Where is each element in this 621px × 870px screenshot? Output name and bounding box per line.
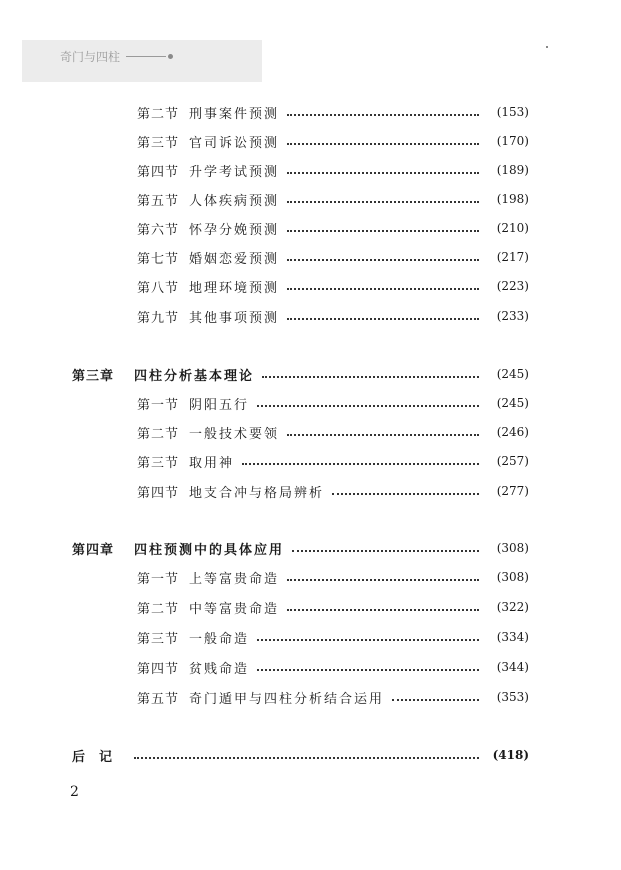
- section-title: 升学考试预测: [189, 164, 280, 180]
- section-title: 地理环境预测: [189, 280, 280, 296]
- section-title: 人体疾病预测: [189, 193, 280, 209]
- chapter-title: 四柱分析基本理论: [134, 368, 255, 384]
- toc-entry[interactable]: [137, 597, 529, 617]
- toc-entry[interactable]: [137, 627, 529, 647]
- page-number: (344): [496, 660, 529, 674]
- page-number: (233): [496, 309, 529, 323]
- section-number: 第五节: [137, 193, 180, 209]
- section-title: 贫贱命造: [189, 661, 250, 677]
- running-head-text: 奇门与四柱: [60, 50, 121, 64]
- dot-leader: [287, 259, 479, 261]
- section-number: 第一节: [137, 571, 180, 587]
- running-head-dot-icon: [168, 54, 173, 59]
- page-number: (418): [492, 748, 529, 762]
- page-number: (334): [496, 630, 529, 644]
- running-head: [60, 48, 173, 65]
- toc-entry[interactable]: [137, 687, 529, 707]
- section-title: 一般命造: [189, 631, 250, 647]
- toc-entry[interactable]: [137, 160, 529, 180]
- page-number: (170): [496, 134, 529, 148]
- chapter-number: 第三章: [72, 368, 115, 384]
- section-number: 第二节: [137, 601, 180, 617]
- dot-leader: [262, 376, 479, 378]
- page-number: (308): [496, 570, 529, 584]
- section-number: 第八节: [137, 280, 180, 296]
- section-title: 一般技术要领: [189, 426, 280, 442]
- dot-leader: [287, 288, 479, 290]
- page-number: (257): [496, 454, 529, 468]
- page-number: (353): [496, 690, 529, 704]
- toc-entry[interactable]: [137, 451, 529, 471]
- dot-leader: [287, 143, 479, 145]
- running-head-rule: [126, 56, 166, 57]
- section-title: 中等富贵命造: [189, 601, 280, 617]
- section-number: 第三节: [137, 135, 180, 151]
- page-number: (277): [496, 484, 529, 498]
- section-title: 婚姻恋爱预测: [189, 251, 280, 267]
- folio-page-number: 2: [70, 784, 79, 800]
- toc-entry[interactable]: [137, 131, 529, 151]
- section-number: 第四节: [137, 164, 180, 180]
- dot-leader: [287, 201, 479, 203]
- toc-entry[interactable]: [137, 102, 529, 122]
- section-title: 怀孕分娩预测: [189, 222, 280, 238]
- dot-leader: [134, 757, 479, 759]
- page-number: (210): [496, 221, 529, 235]
- page-number: (245): [496, 367, 529, 381]
- section-number: 第九节: [137, 310, 180, 326]
- dot-leader: [257, 405, 479, 407]
- page-number: (245): [496, 396, 529, 410]
- section-title: 取用神: [189, 455, 235, 471]
- section-number: 第三节: [137, 631, 180, 647]
- toc-entry[interactable]: [137, 247, 529, 267]
- section-number: 第二节: [137, 426, 180, 442]
- section-number: 第二节: [137, 106, 180, 122]
- chapter-title: 四柱预测中的具体应用: [134, 542, 285, 558]
- toc-entry[interactable]: [137, 189, 529, 209]
- toc-entry[interactable]: [137, 422, 529, 442]
- section-number: 第七节: [137, 251, 180, 267]
- section-number: 第四节: [137, 661, 180, 677]
- section-title: 官司诉讼预测: [189, 135, 280, 151]
- section-title: 地支合冲与格局辨析: [189, 485, 325, 501]
- chapter-number: 第四章: [72, 542, 115, 558]
- toc-chapter-entry[interactable]: [72, 538, 529, 558]
- section-number: 第六节: [137, 222, 180, 238]
- dot-leader: [287, 172, 479, 174]
- dot-leader: [287, 318, 479, 320]
- toc-entry[interactable]: [137, 276, 529, 296]
- dot-leader: [287, 609, 479, 611]
- dot-leader: [287, 434, 479, 436]
- corner-mark: [546, 46, 548, 48]
- dot-leader: [392, 699, 479, 701]
- toc-entry[interactable]: [137, 218, 529, 238]
- toc-chapter-entry[interactable]: [72, 364, 529, 384]
- section-title: 刑事案件预测: [189, 106, 280, 122]
- page-number: (217): [496, 250, 529, 264]
- section-title: 阴阳五行: [189, 397, 250, 413]
- page-number: (189): [496, 163, 529, 177]
- section-number: 第一节: [137, 397, 180, 413]
- dot-leader: [287, 579, 479, 581]
- section-number: 第四节: [137, 485, 180, 501]
- section-number: 第五节: [137, 691, 180, 707]
- dot-leader: [287, 230, 479, 232]
- section-number: 第三节: [137, 455, 180, 471]
- toc-entry[interactable]: [137, 306, 529, 326]
- toc-entry[interactable]: [137, 393, 529, 413]
- dot-leader: [292, 550, 479, 552]
- toc-entry[interactable]: [137, 567, 529, 587]
- section-title: 上等富贵命造: [189, 571, 280, 587]
- page-number: (246): [496, 425, 529, 439]
- section-title: 其他事项预测: [189, 310, 280, 326]
- dot-leader: [242, 463, 479, 465]
- dot-leader: [332, 493, 479, 495]
- dot-leader: [287, 114, 479, 116]
- afterword-title: 后记: [72, 749, 127, 765]
- page-number: (153): [496, 105, 529, 119]
- toc-afterword-entry[interactable]: [72, 745, 529, 765]
- page-number: (198): [496, 192, 529, 206]
- page-number: (322): [496, 600, 529, 614]
- toc-entry[interactable]: [137, 481, 529, 501]
- dot-leader: [257, 669, 479, 671]
- toc-entry[interactable]: [137, 657, 529, 677]
- section-title: 奇门遁甲与四柱分析结合运用: [189, 691, 385, 707]
- page-number: (223): [496, 279, 529, 293]
- page-number: (308): [496, 541, 529, 555]
- dot-leader: [257, 639, 479, 641]
